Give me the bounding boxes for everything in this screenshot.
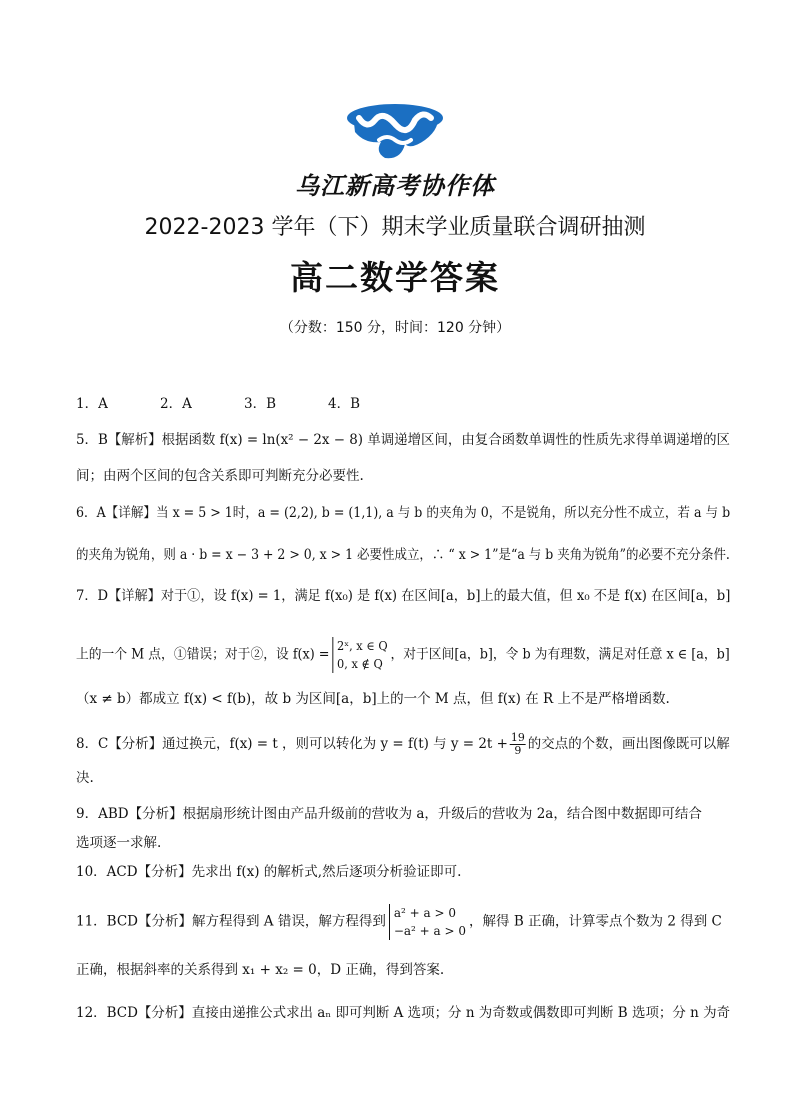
answer-1: 1．A [76, 396, 108, 412]
q11-line-1 [76, 904, 722, 940]
q7-line-1: 7．D【详解】对于①，设 f(x) = 1，满足 f(x₀) 是 f(x) 在区间[a，b]上的最大值，但 x₀ 不是 f(x) 在区间[a，b] [76, 588, 731, 604]
q12-line: 12．BCD【分析】直接由递推公式求出 aₙ 即可判断 A 选项；分 n 为奇数或偶数即可判断 B 选项；分 n 为奇 [76, 1005, 731, 1021]
exam-info: （分数：150 分，时间：120 分钟） [279, 320, 511, 336]
q5-line-2: 间；由两个区间的包含关系即可判断充分必要性. [76, 468, 364, 484]
q11-ineq-1: a² + a > 0 [393, 906, 456, 920]
q7-line-3: （x ≠ b）都成立 f(x) < f(b)，故 b 为区间[a，b]上的一个 M 点，但 f(x) 在 R 上不是严格增函数. [76, 691, 670, 707]
logo-icon [345, 100, 445, 164]
q11-line-2: 正确，根据斜率的关系得到 x₁ + x₂ = 0，D 正确，得到答案. [76, 962, 445, 978]
q7-line-2-text: 上的一个 M 点，①错误；对于②，设 f(x) = [76, 646, 330, 663]
q8-fraction [510, 732, 526, 757]
q11-text: 11．BCD【分析】解方程得到 A 错误，解方程得到 [76, 913, 386, 930]
answer-4: 4．B [328, 396, 361, 412]
q6-line-1: 6．A【详解】当 x = 5 > 1时，a = (2,2), b = (1,1), a 与 b 的夹角为 0，不是锐角，所以充分性不成立，若 a 与 b [76, 505, 731, 521]
answer-3: 3．B [244, 396, 277, 412]
q11-text-tail: ，解得 B 正确，计算零点个数为 2 得到 C [469, 913, 722, 930]
answer-title: 高二数学答案 [290, 258, 500, 297]
q10-line: 10．ACD【分析】先求出 f(x) 的解析式,然后逐项分析验证即可. [76, 864, 462, 880]
answer-2: 2．A [160, 396, 192, 412]
q7-piecewise [332, 637, 387, 673]
org-name: 乌江新高考协作体 [295, 172, 495, 200]
q8-text: 8．C【分析】通过换元，f(x) = t ，则可以转化为 y = f(t) 与 y = 2t + [76, 736, 508, 752]
q5-line-1: 5．B【解析】根据函数 f(x) = ln(x² − 2x − 8) 单调递增区间，由复合函数单调性的性质先求得单调递增的区 [76, 432, 730, 448]
q9-line-1: 9．ABD【分析】根据扇形统计图由产品升级前的营收为 a，升级后的营收为 2a，结合图中数据即可结合 [76, 806, 702, 822]
q8-frac-den: 9 [514, 744, 522, 757]
exam-title: 2022-2023 学年（下）期末学业质量联合调研抽测 [144, 215, 646, 240]
q8-text-tail: 的交点的个数，画出图像既可以解 [527, 736, 730, 752]
q8-line-1 [76, 732, 730, 757]
q7-case-1: 2ˣ, x ∈ Q [337, 639, 388, 653]
q7-case-2: 0, x ∉ Q [337, 657, 383, 671]
q11-system [389, 904, 466, 940]
q9-line-2: 选项逐一求解. [76, 835, 162, 851]
q8-line-2: 决. [76, 770, 94, 786]
q7-line-2 [76, 637, 730, 673]
q6-line-2: 的夹角为锐角，则 a · b = x − 3 + 2 > 0, x > 1 必要性成立，∴ “ x > 1”是“a 与 b 夹角为锐角”的必要不充分条件. [76, 547, 730, 563]
q8-frac-num: 19 [510, 731, 525, 744]
q11-ineq-2: −a² + a > 0 [393, 924, 467, 938]
choice-answers [76, 394, 412, 414]
q7-line-2-tail: ，对于区间[a，b]，令 b 为有理数，满足对任意 x ∈ [a，b] [390, 646, 730, 663]
